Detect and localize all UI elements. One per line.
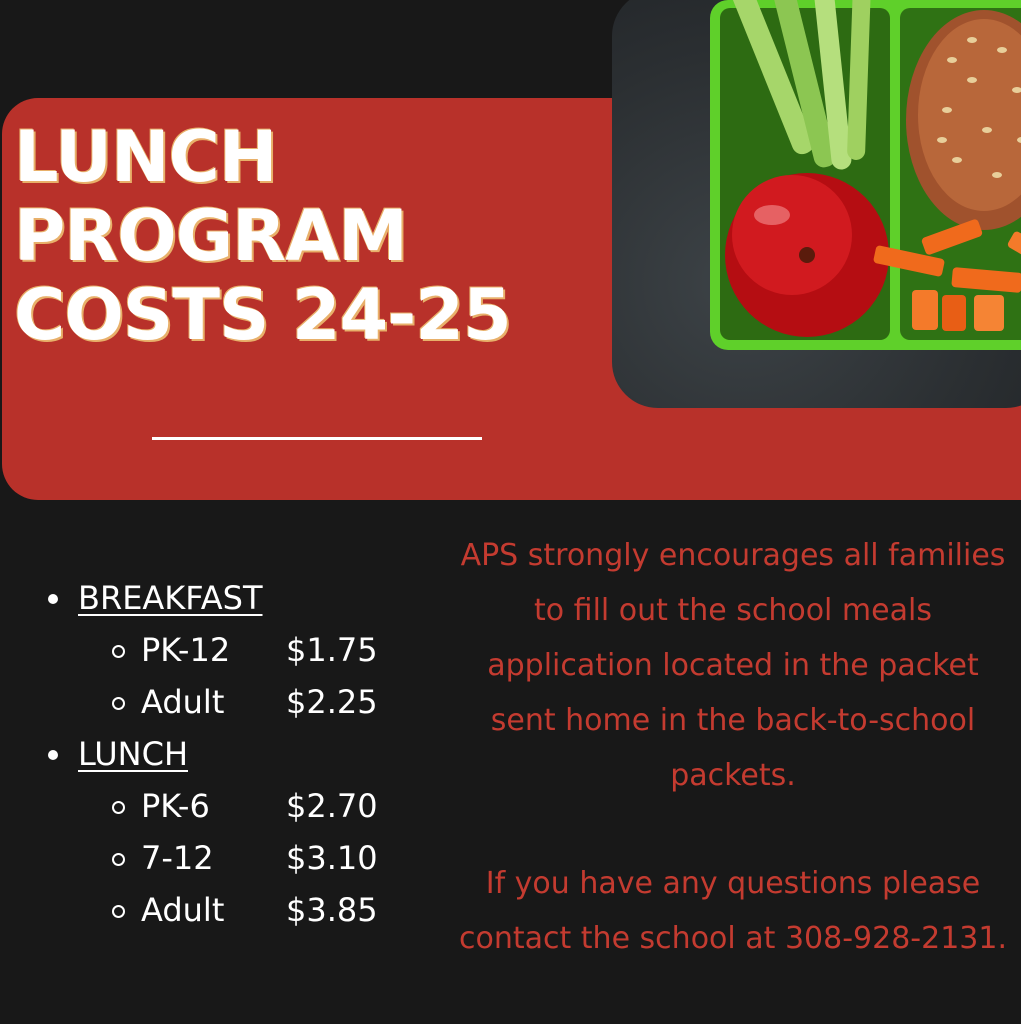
price-row	[46, 884, 378, 936]
price-row-label: Adult	[141, 891, 225, 929]
apple-icon	[725, 173, 889, 337]
price-row-value: $1.75	[286, 631, 378, 669]
category-lunch	[46, 728, 378, 780]
price-row-label: PK-12	[141, 631, 231, 669]
price-row	[46, 780, 378, 832]
lunchbox-photo	[612, 0, 1021, 408]
price-row-value: $2.70	[286, 787, 378, 825]
category-label: LUNCH	[78, 735, 188, 773]
page-title	[14, 118, 511, 355]
price-row	[46, 624, 378, 676]
price-row-value: $3.85	[286, 891, 378, 929]
price-row-label: Adult	[141, 683, 225, 721]
price-row-label: PK-6	[141, 787, 210, 825]
price-row	[46, 676, 378, 728]
title-line-3: COSTS 24-25	[14, 274, 511, 356]
price-list	[46, 572, 378, 936]
price-row	[46, 832, 378, 884]
price-row-label: 7-12	[141, 839, 214, 877]
title-divider	[152, 437, 482, 440]
price-row-value: $3.10	[286, 839, 378, 877]
contact-text: If you have any questions please contact the school at 308-928-2131.	[458, 866, 1008, 956]
title-line-1: LUNCH	[14, 116, 277, 198]
title-line-2: PROGRAM	[14, 195, 407, 277]
lunchbox-illustration	[612, 0, 1021, 408]
category-breakfast	[46, 572, 378, 624]
category-label: BREAKFAST	[78, 579, 263, 617]
price-row-value: $2.25	[286, 683, 378, 721]
application-encouragement-text: APS strongly encourages all families to fill out the school meals application located in the packet sent home in the back-to-school packets.	[460, 538, 1006, 793]
